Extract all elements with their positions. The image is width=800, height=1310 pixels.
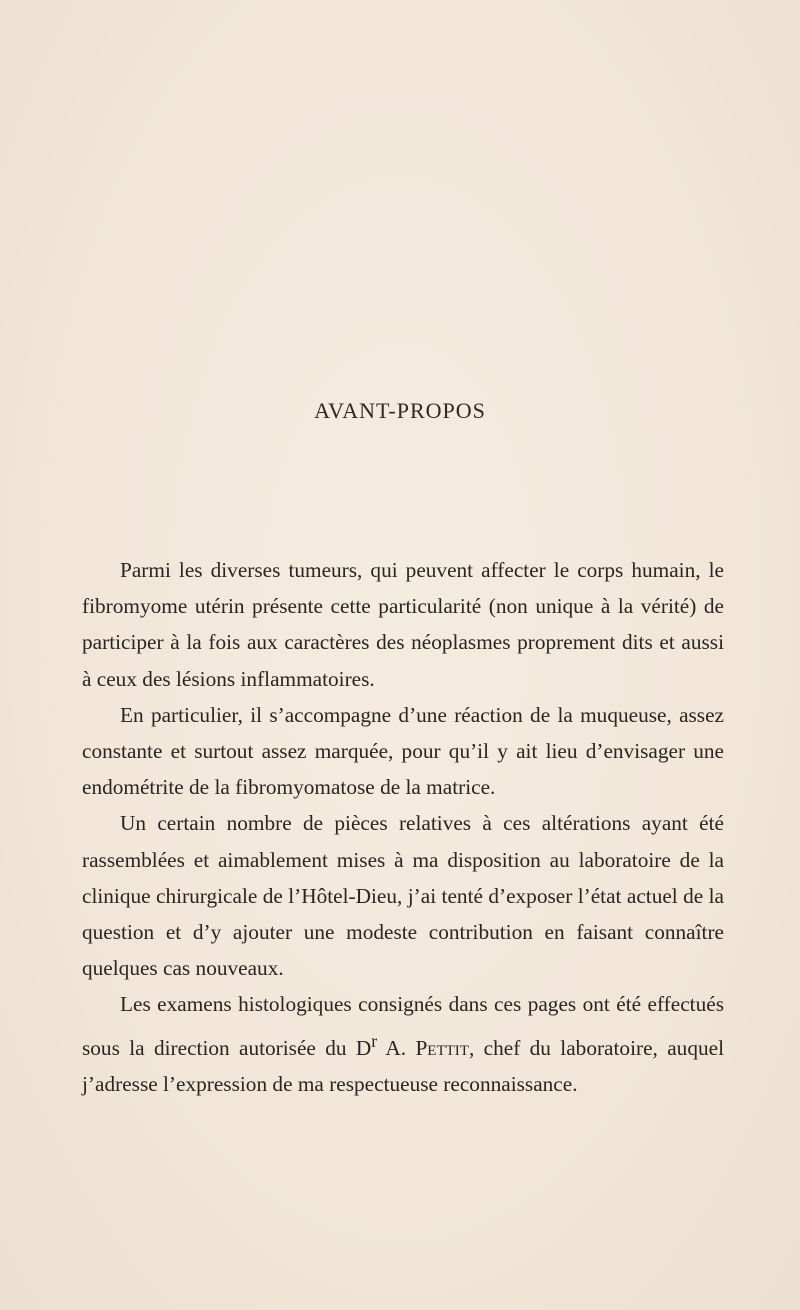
paragraph-4-text-end: , chef du laboratoire, auquel j’adresse l’expression de ma respectueuse reconnaissance. [82,1035,724,1096]
paragraph-2: En particulier, il s’accompagne d’une réaction de la muqueuse, assez constante et surtout assez marquée, pour qu’il y ait lieu d’envisager une endométrite de la fibromyomatose de la matrice. [82,702,724,800]
doctor-abbreviation-superscript: r [371,1030,378,1051]
author-name: Pettit [415,1035,469,1060]
paragraph-4-text-start: Les examens histologiques consignés dans ces pages ont été effectués sous la direction autorisée du D [82,992,724,1060]
page-title: AVANT-PROPOS [314,398,486,423]
paragraph-4 [82,986,724,1102]
paragraph-3: Un certain nombre de pièces relatives à ces altérations ayant été rassemblées et aimablement mises à ma disposition au laboratoire de la clinique chirurgicale de l’Hôtel-Dieu, j’ai tenté d’exposer l’état actuel de la question et d’y ajouter une modeste contribution en faisant connaître quelques cas nouveaux. [82,811,724,981]
paragraph-1: Parmi les diverses tumeurs, qui peuvent affecter le corps humain, le fibromyome utérin présente cette particularité (non unique à la vérité) de participer à la fois aux caractères des néoplasmes proprement dits et aussi à ceux des lésions inflammatoires. [82,558,724,691]
foreword-body [82,552,724,1102]
paragraph-4-initial: A. [377,1035,416,1060]
